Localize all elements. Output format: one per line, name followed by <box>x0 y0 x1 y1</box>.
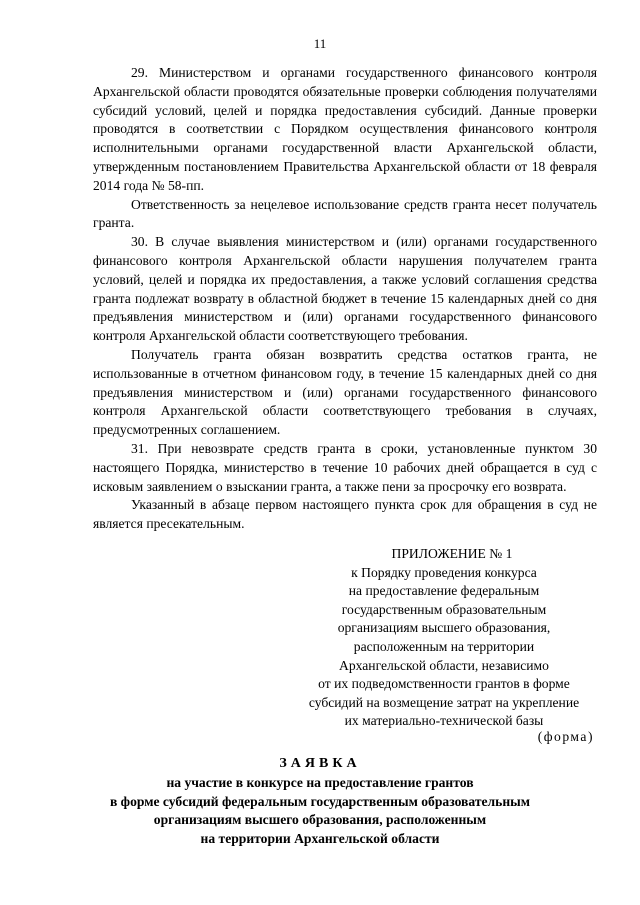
page-number: 11 <box>313 36 327 51</box>
paragraph-remaining-funds: Получатель гранта обязан возвратить средства остатков гранта, не использованные в отчетном финансовом году, в течение 15 календарных дней со дня предъявления министерством и (или) органами государственного финансового контроля Архангельской области соответствующего требования в случаях, предусмотренных соглашением. <box>93 346 597 438</box>
paragraph-29: 29. Министерством и органами государственного финансового контроля Архангельской области проводятся обязательные проверки соблюдения получателями субсидий условий, целей и порядка предоставления субсидий. Данные проверки проводятся в соответствии с Порядком осуществления финансового контроля исполнительными органами государственной власти Архангельской области, утвержденным постановлением Правительства Архангельской области от 18 февраля 2014 года № 58-пп. <box>93 65 597 193</box>
appendix-line: Архангельской области, независимо <box>339 657 549 673</box>
title-line: организациям высшего образования, расположенным <box>153 812 487 828</box>
application-title <box>60 755 580 849</box>
body-text <box>93 64 597 534</box>
appendix-line: на предоставление федеральным <box>348 583 540 599</box>
appendix-block <box>292 545 596 731</box>
paragraph-deadline-note: Указанный в абзаце первом настоящего пункта срок для обращения в суд не является пресекательным. <box>93 497 597 532</box>
paragraph-responsibility: Ответственность за нецелевое использование средств гранта несет получатель гранта. <box>93 196 597 231</box>
appendix-line: расположенным на территории <box>353 638 535 654</box>
title-line: в форме субсидий федеральным государственным образовательным <box>109 793 531 809</box>
appendix-line: их материально-технической базы <box>344 713 544 729</box>
appendix-line: от их подведомственности грантов в форме <box>318 676 570 692</box>
paragraph-31: 31. При невозврате средств гранта в сроки, установленные пунктом 30 настоящего Порядка, министерство в течение 10 рабочих дней обращается в суд с исковым заявлением о взыскании гранта, а также пени за просрочку его возврата. <box>93 440 597 494</box>
appendix-line: организациям высшего образования, <box>337 620 551 636</box>
title-main: ЗАЯВКА <box>279 756 361 771</box>
title-line: на участие в конкурсе на предоставление грантов <box>166 774 474 790</box>
form-label: (форма) <box>537 729 594 744</box>
title-line: на территории Архангельской области <box>200 831 440 847</box>
paragraph-30: 30. В случае выявления министерством и (или) органами государственного финансового контроля Архангельской области нарушения получателем гранта условий, целей и порядка их предоставления, а также условий соглашения средства гранта подлежат возврату в областной бюджет в течение 15 календарных дней со дня предъявления министерством и (или) органами государственного финансового контроля Архангельской области соответствующего требования. <box>93 234 597 344</box>
appendix-heading: ПРИЛОЖЕНИЕ № 1 <box>391 546 513 561</box>
appendix-line: к Порядку проведения конкурса <box>351 564 537 580</box>
appendix-line: субсидий на возмещение затрат на укрепление <box>308 694 580 710</box>
appendix-line: государственным образовательным <box>341 601 547 617</box>
